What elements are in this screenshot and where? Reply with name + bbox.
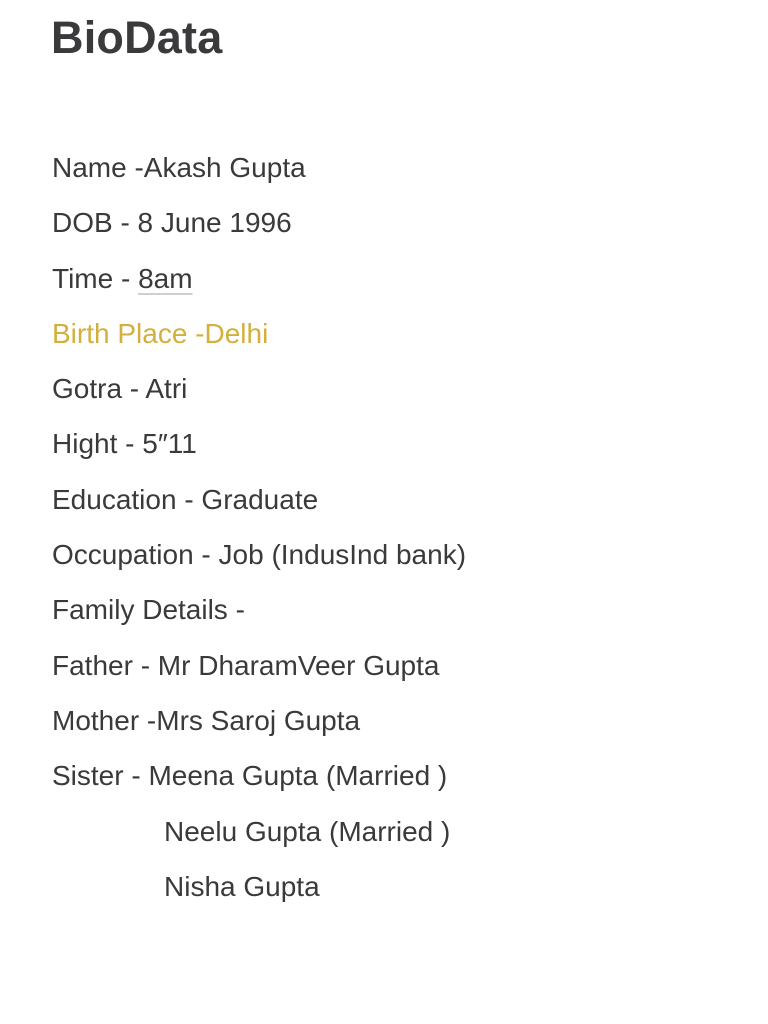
dob-line: DOB - 8 June 1996	[52, 207, 292, 239]
birth-place-line: Birth Place -Delhi	[52, 317, 269, 349]
time-line	[52, 255, 752, 310]
family-details-heading: Family Details -	[52, 594, 245, 626]
sister-line-2: Neelu Gupta (Married )	[164, 815, 451, 847]
occupation-line: Occupation - Job (IndusInd bank)	[52, 539, 467, 571]
biodata-details	[52, 144, 752, 918]
time-label: Time -	[52, 262, 139, 294]
mother-line: Mother -Mrs Saroj Gupta	[52, 704, 361, 736]
education-line: Education - Graduate	[52, 483, 319, 515]
name-line: Name -Akash Gupta	[52, 152, 306, 183]
page-title: BioData	[51, 12, 223, 63]
father-line: Father - Mr DharamVeer Gupta	[52, 649, 440, 681]
sister-line: Sister - Meena Gupta (Married )	[52, 760, 448, 792]
sister-line-3: Nisha Gupta	[164, 870, 320, 902]
gotra-line: Gotra - Atri	[52, 373, 188, 405]
time-value-link[interactable]: 8am	[138, 262, 193, 294]
height-line: Hight - 5″11	[52, 428, 197, 460]
